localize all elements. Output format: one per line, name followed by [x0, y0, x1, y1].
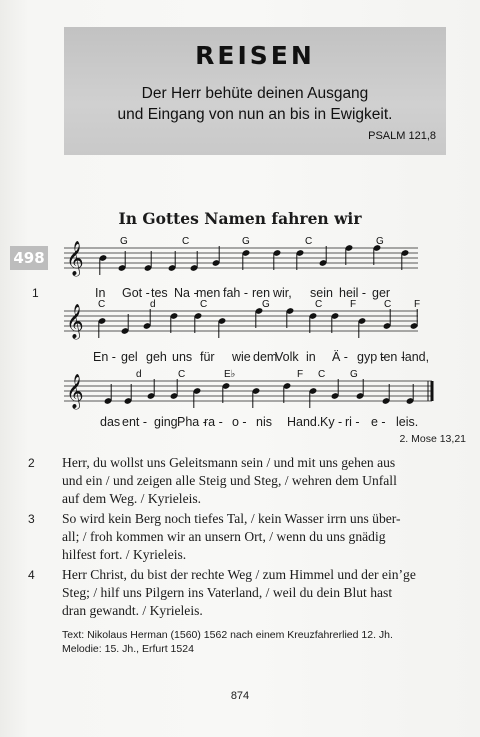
stanza-line: hilfest fort. / Kyrieleis. [62, 547, 187, 562]
chord-symbol: d [150, 299, 156, 310]
lyric-syllable: In [95, 286, 106, 300]
stanza-text [62, 510, 448, 564]
chapter-title: REISEN [195, 41, 315, 70]
stanza-line: Herr, du wollst uns Geleitsmann sein / und mit uns gehen aus [62, 455, 396, 470]
chord-symbol: G [376, 236, 384, 247]
lyric-syllable: men [196, 286, 221, 300]
lyric-syllable: für [200, 350, 215, 364]
chord-symbol: C [315, 299, 323, 310]
chord-symbol: G [120, 236, 128, 247]
lyric-syllable: Na - [174, 286, 198, 300]
lyric-syllable: uns [172, 350, 193, 364]
stanza-number: 3 [28, 512, 35, 526]
lyric-syllable: Pha - [177, 415, 207, 429]
stanza-line: Herr Christ, du bist der rechte Weg / zum Himmel und der ein’ge [62, 567, 416, 582]
motto-verse-line: und Eingang von nun an bis in Ewigkeit. [117, 106, 393, 123]
chord-symbol: C [318, 369, 326, 380]
lyric-syllable: fah - [223, 286, 249, 300]
chord-symbol: C [200, 299, 208, 310]
chord-symbol: C [182, 236, 190, 247]
lyric-syllable: Hand. [287, 415, 321, 429]
lyric-syllable: in [306, 350, 316, 364]
lyric-syllable: leis. [396, 415, 419, 429]
lyric-syllable: geh [146, 350, 167, 364]
chord-symbol: C [98, 299, 106, 310]
stanza-line: Steg; / hilf uns Pilgern ins Vaterland, / weil du dein Blut hast [62, 585, 393, 600]
lyric-syllable: ging [154, 415, 178, 429]
motto-verse-reference: PSALM 121,8 [368, 130, 436, 142]
stanza-number: 1 [32, 286, 39, 300]
lyric-syllable: heil - [339, 286, 367, 300]
lyric-syllable: tes [151, 286, 168, 300]
stanza-line: So wird kein Berg noch tiefes Tal, / kein Wasser irrn uns über- [62, 511, 401, 526]
treble-clef-icon: 𝄞 [66, 374, 84, 409]
stanza-line: auf dem Weg. / Kyrieleis. [62, 491, 202, 506]
lyric-syllable: dem [253, 350, 278, 364]
lyric-syllable: sein [310, 286, 333, 300]
lyric-syllable: ri - [345, 415, 360, 429]
chord-symbol: E♭ [224, 369, 236, 380]
lyric-syllable: ent - [122, 415, 148, 429]
treble-clef-icon: 𝄞 [66, 241, 84, 276]
lyric-syllable: ten - [380, 350, 406, 364]
lyric-syllable: Ä - [332, 350, 348, 364]
lyric-syllable: o - [232, 415, 247, 429]
chord-symbol: G [242, 236, 250, 247]
chord-symbol: F [414, 299, 421, 310]
lyric-syllable: nis [256, 415, 272, 429]
chord-symbol: F [297, 369, 304, 380]
chord-symbol: C [384, 299, 392, 310]
chord-symbol: d [136, 369, 142, 380]
credits-text: Text: Nikolaus Herman (1560) 1562 nach einem Kreuzfahrerlied 12. Jh. [62, 629, 393, 641]
stanza-text [62, 454, 448, 508]
page-number: 874 [230, 690, 250, 702]
motto-verse-line: Der Herr behüte deinen Ausgang [141, 85, 369, 102]
stanza-number: 4 [28, 568, 35, 582]
credits [62, 628, 393, 656]
chord-symbol: G [350, 369, 358, 380]
chord-symbol: G [262, 299, 270, 310]
credits-melody: Melodie: 15. Jh., Erfurt 1524 [62, 643, 194, 655]
stanza-text [62, 566, 448, 620]
hymn-number: 498 [10, 246, 48, 270]
chord-symbol: C [178, 369, 186, 380]
lyric-syllable: das [100, 415, 121, 429]
lyric-syllable: wie [232, 350, 251, 364]
lyric-syllable: En - [93, 350, 116, 364]
lyric-syllable: land, [402, 350, 430, 364]
lyric-syllable: ra - [204, 415, 223, 429]
lyric-syllable: e - [371, 415, 386, 429]
lyric-syllable: wir, [273, 286, 292, 300]
stanza-number: 2 [28, 456, 35, 470]
lyric-syllable: Got - [122, 286, 150, 300]
lyric-syllable: gel [121, 350, 138, 364]
chord-symbol: F [350, 299, 357, 310]
lyric-syllable: Ky - [320, 415, 343, 429]
lyric-syllable: gyp - [357, 350, 385, 364]
stanza-line: und ein / und zeigen alle Steig und Steg, / wehren dem Unfall [62, 473, 397, 488]
stanza-line: all; / froh kommen wir an unsern Ort, / wenn du uns gnädig [62, 529, 386, 544]
bible-source: 2. Mose 13,21 [399, 433, 466, 445]
hymn-title: In Gottes Namen fahren wir [118, 209, 362, 228]
lyric-syllable: ger [372, 286, 391, 300]
stanza-line: dran gewandt. / Kyrieleis. [62, 603, 203, 618]
treble-clef-icon: 𝄞 [66, 304, 84, 339]
chord-symbol: C [305, 236, 313, 247]
lyric-syllable: Volk [275, 350, 299, 364]
lyric-syllable: ren [252, 286, 271, 300]
